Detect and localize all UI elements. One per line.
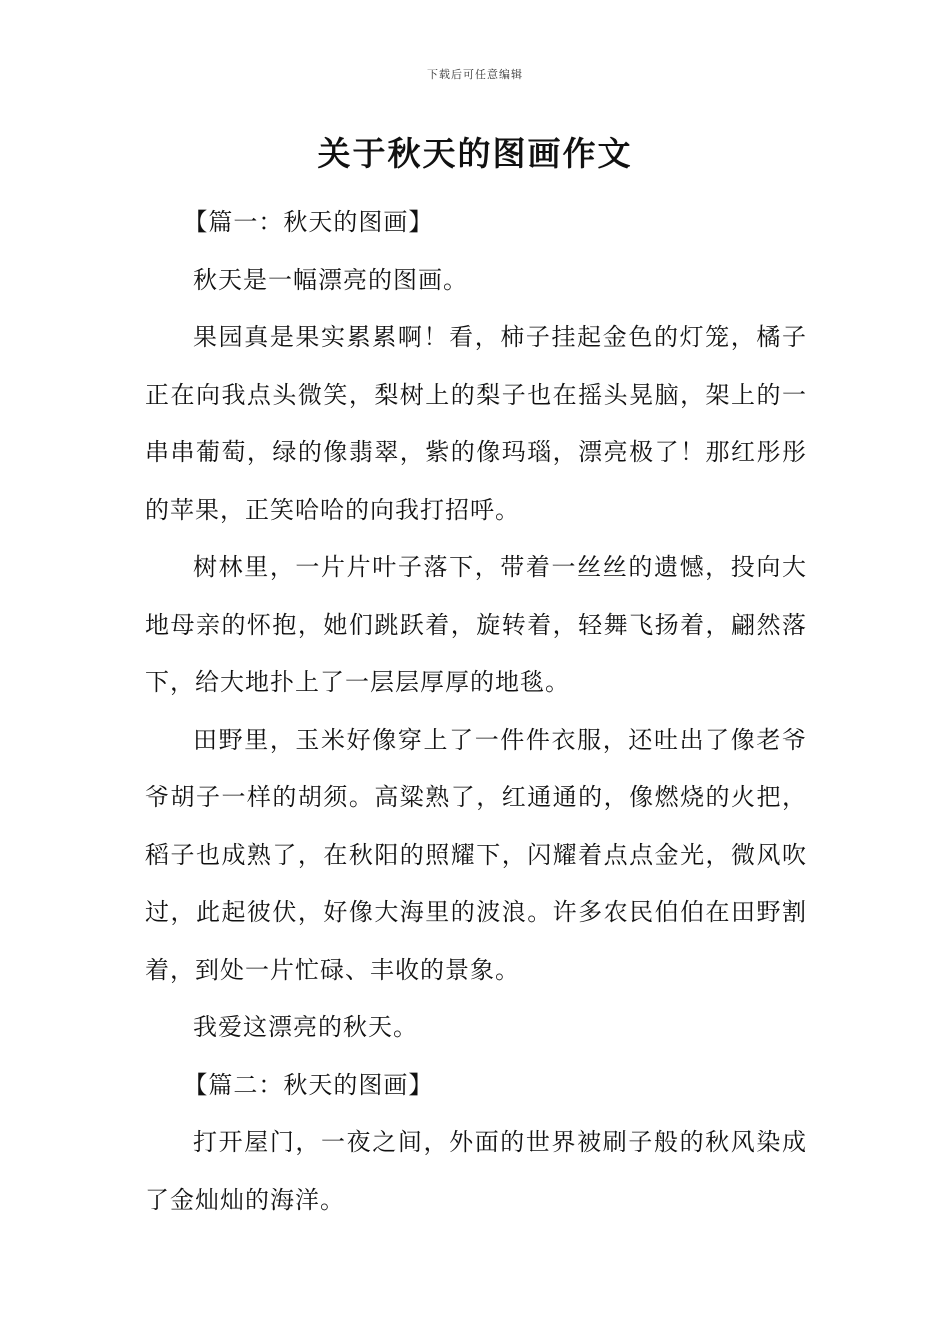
paragraph: 秋天是一幅漂亮的图画。	[193, 265, 468, 294]
section-heading-2: 【篇二：秋天的图画】	[183, 1070, 434, 1099]
header-note: 下载后可任意编辑	[427, 68, 523, 81]
paragraph: 树林里，一片片叶子落下，带着一丝丝的遗憾，投向大地母亲的怀抱，她们跳跃着，旋转着，轻舞飞扬着，翩然落下，给大地扑上了一层层厚厚的地毯。	[145, 553, 807, 696]
paragraph: 果园真是果实累累啊！看，柿子挂起金色的灯笼，橘子正在向我点头微笑，梨树上的梨子也在摇头晃脑，架上的一串串葡萄，绿的像翡翠，紫的像玛瑙，漂亮极了！那红彤彤的苹果，正笑哈哈的向我打招呼。	[145, 323, 807, 524]
section-heading-1: 【篇一：秋天的图画】	[183, 208, 434, 236]
document-body	[145, 194, 807, 1229]
document-title: 关于秋天的图画作文	[317, 134, 633, 173]
paragraph: 田野里，玉米好像穿上了一件件衣服，还吐出了像老爷爷胡子一样的胡须。高粱熟了，红通通的，像燃烧的火把，稻子也成熟了，在秋阳的照耀下，闪耀着点点金光，微风吹过，此起彼伏，好像大海里的波浪。许多农民伯伯在田野割着，到处一片忙碌、丰收的景象。	[145, 725, 807, 984]
paragraph: 我爱这漂亮的秋天。	[193, 1013, 418, 1041]
paragraph: 打开屋门，一夜之间，外面的世界被刷子般的秋风染成了金灿灿的海洋。	[145, 1128, 807, 1214]
